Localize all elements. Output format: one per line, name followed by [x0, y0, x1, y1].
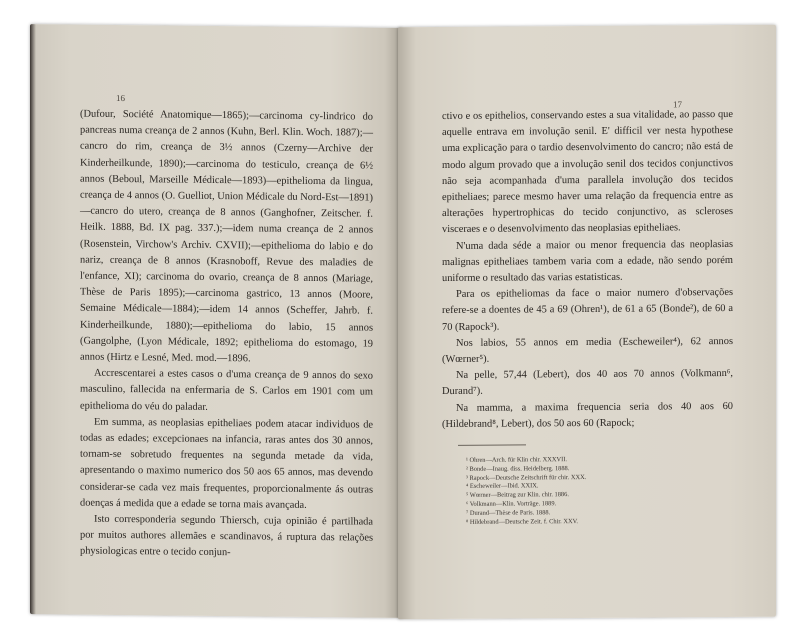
paragraph: Na mamma, a maxima frequencia seria dos 40 aos 60 (Hildebrand⁸, Lebert), dos 50 aos 60 (Rapock;	[442, 400, 733, 430]
paragraph: Para os epitheliomas da face o maior numero d'observações refere-se a doentes de 45 a 69 (Ohren¹), de 61 a 65 (Bonde²), de 60 a 70 (Rapock³).	[442, 287, 733, 333]
paragraph: (Dufour, Société Anatomique—1865);—carcinoma cy-lindrico do pancreas numa creança de 2 annos (Kuhn, Berl. Klin. Woch. 1887);—cancro do rim, creança de 3½ annos (Czerny—Archive der Kinderheilkunde, 1890);—carcinoma do testiculo, creança de 6½ annos (Beboul, Marseille Médicale—1893)—epithelioma da lingua, creança de 4 annos (O. Guelliot, Union Médicale du Nord-Est—1891)—cancro do utero, creança de 8 annos (Ganghofner, Zeitscher. f. Heilk. 1888, Bd. IX pag. 337.);—idem numa creança de 2 annos (Rosenstein, Virchow's Archiv. CXVII);—epithelioma do labio e do nariz, creança de 8 annos (Krasnoboff, Revue des maladies de l'enfance, XI); carcinoma do ovario, creança de 8 annos (Mariage, Thèse de Paris 1895);—carcinoma gastrico, 13 annos (Moore, Semaine Médicale—1884);—idem 14 annos (Scheffer, Jahrb. f. Kinderheilkunde, 1880);—epithelioma do labio, 15 annos (Gangolphe, (Lyon Médicale, 1892; epithelioma do estomago, 19 annos (Hirtz e Lesné, Med. mod.—1896.	[80, 108, 373, 365]
paragraph: Accrescentarei a estes casos o d'uma creança de 9 annos do sexo masculino, fallecida na enfermaria de S. Carlos em 1901 com um epithelioma do véu do paladar.	[80, 367, 373, 413]
footnote-divider	[458, 444, 526, 445]
footnotes	[466, 455, 736, 527]
paragraph: Nos labios, 55 annos em media (Escheweiler⁴), 62 annos (Wœrner⁵).	[442, 335, 733, 366]
paragraph: ctivo e os epithelios, conservando estes a sua vitalidade, ao passo que aquelle entrava em involução senil. E' difficil ver nesta hypothese uma explicação para o tardio desenvolvimento do cancro; não está de modo algum provado que a involução senil dos tecidos conjunctivos não seja acompanhada d'uma parallela involução dos tecidos epitheliaes; parece mesmo haver uma relação da frequencia entre as alterações hypertrophicas do tecido conjunctivo, as scleroses visceraes e o desenvolvimento das neoplasias epitheliaes.	[442, 108, 733, 236]
footnote: ⁸ Hildebrand—Deutsche Zeit. f. Chir. XXV.	[466, 517, 578, 526]
footnote: ¹ Ohren—Arch. für Klin chir. XXXVII.	[466, 456, 567, 464]
footnote: ⁶ Volkmann—Klin. Vorträge. 1889.	[466, 500, 557, 508]
paragraph: Isto corresponderia segundo Thiersch, cuja opinião é partilhada por muitos authores allemães e scandinavos, á ruptura das relações physiologicas entre o tecido conjun-	[80, 513, 373, 559]
footnote: ⁴ Escheweiler—Ibid. XXIX.	[466, 482, 539, 491]
footnote: ⁷ Durand—Thèse de Paris. 1888.	[466, 509, 551, 517]
paragraph: Na pelle, 57,44 (Lebert), dos 40 aos 70 annos (Volkmann⁶, Durand⁷).	[442, 368, 733, 398]
footnote: ² Bonde—Inaug. diss. Heidelberg. 1888.	[466, 464, 570, 473]
paragraph: N'uma dada séde a maior ou menor frequencia das neoplasias malignas epitheliaes tambem varia com a edade, não sendo porém uniforme o resultado das varias estatisticas.	[442, 238, 733, 285]
left-page	[30, 24, 402, 618]
paragraph: Em summa, as neoplasias epitheliaes podem atacar individuos de todas as edades; excepcionaes na infancia, raras antes dos 30 annos, tornam-se sobretudo frequentes na segunda metade da vida, apresentando o maximo numerico dos 50 aos 65 annos, mas devendo considerar-se cada vez mais frequentes, proporcionalmente ás outras doenças á medida que a edade se torna mais avançada.	[80, 416, 373, 511]
footnote: ⁵ Wœrner—Beitrag zur Klin. chir. 1886.	[466, 491, 569, 500]
page-number-left: 16	[116, 92, 125, 104]
footnote: ³ Rapock—Deutsche Zeitschrift für chir. XXX.	[466, 473, 587, 482]
page-number-right: 17	[673, 99, 682, 110]
right-page-body	[442, 107, 733, 433]
right-page	[398, 25, 776, 620]
left-page-body	[80, 107, 373, 564]
